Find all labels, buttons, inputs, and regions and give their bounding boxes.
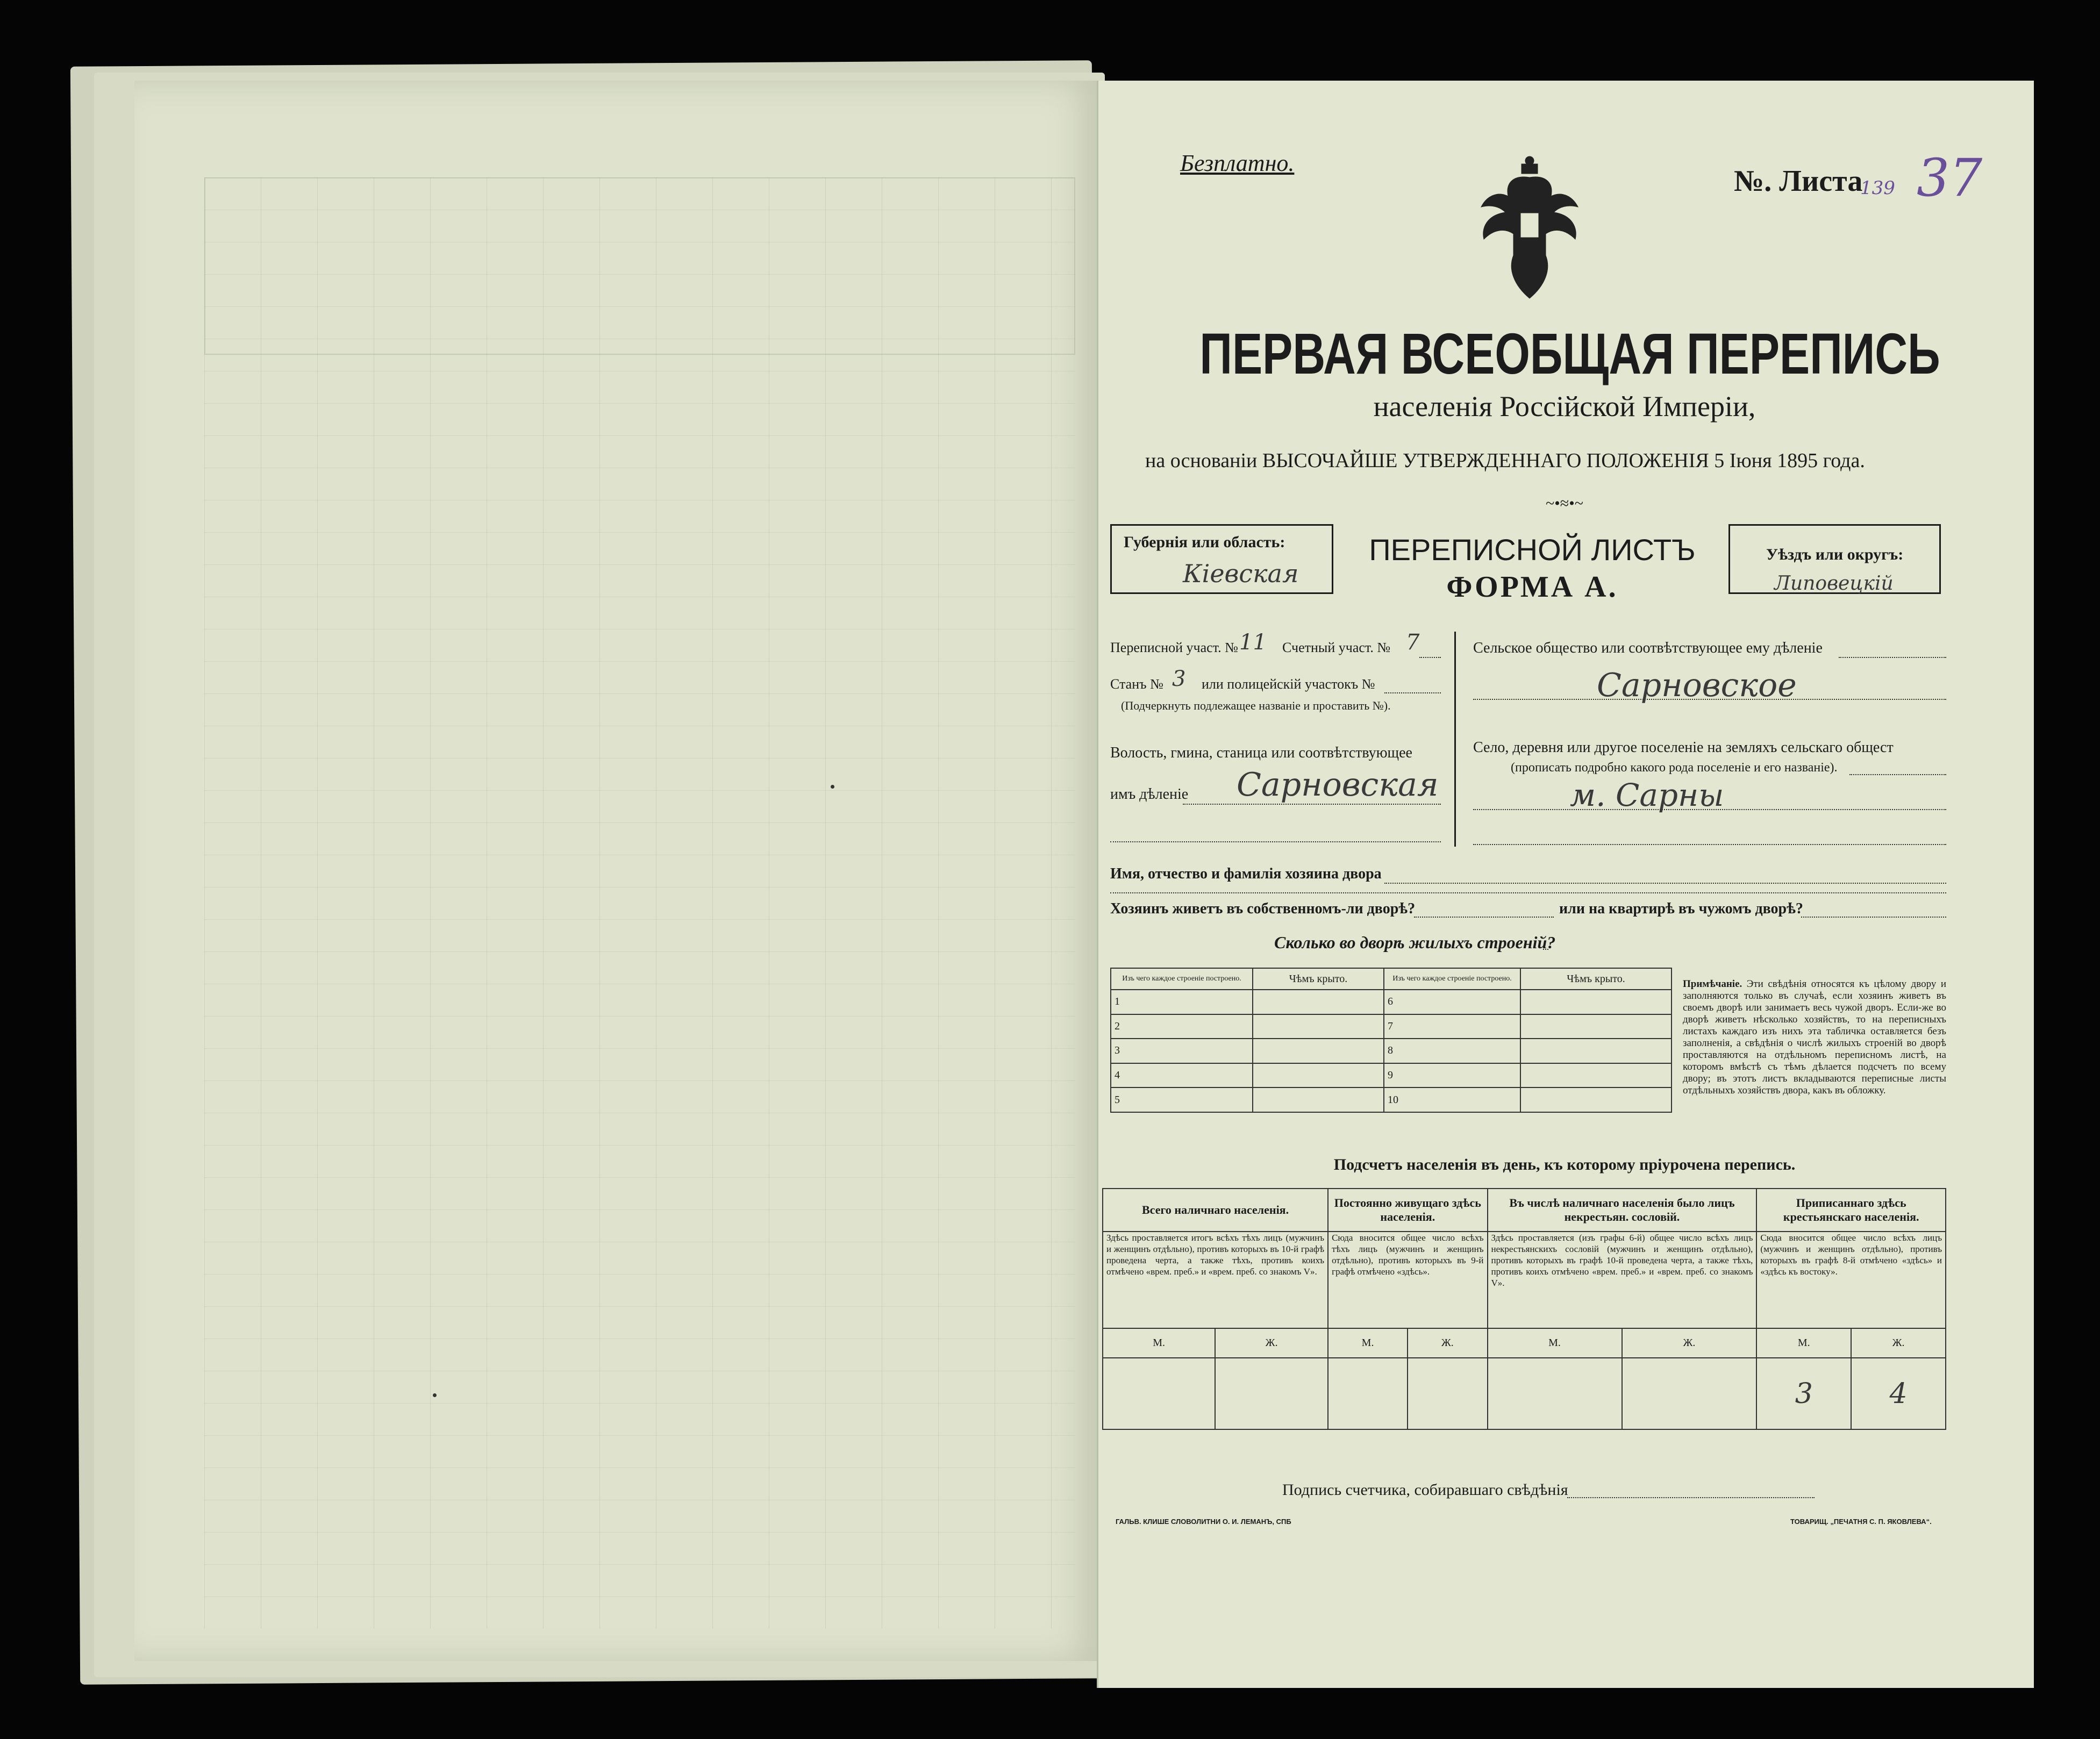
- other-yard-label: или на квартирѣ въ чужомъ дворѣ?: [1559, 900, 1803, 917]
- roof-cell: [1253, 1014, 1384, 1039]
- field-separator: [1454, 632, 1456, 847]
- col-title: Приписаннаго здѣсь крестьянскаго населенія.: [1756, 1189, 1946, 1232]
- volost-label-line2: имъ дѣленіе: [1110, 786, 1189, 803]
- blank-line: [1110, 841, 1441, 842]
- col-roof-header: Чѣмъ крыто.: [1253, 968, 1384, 990]
- village-value: м. Сарны: [1570, 777, 1724, 813]
- row-number: 6: [1384, 990, 1520, 1014]
- blank-line: [1419, 657, 1441, 658]
- col-description: Здѣсь проставляется итогъ всѣхъ тѣхъ лицъ (мужчинъ и женщинъ отдѣльно), противъ которыхъ въ 10-й графѣ проведена черта, а также тѣхъ, противъ коихъ отмѣчено «врем. преб.» и «врем. преб. со знакомъ V».: [1103, 1232, 1328, 1328]
- ornament-divider: ~•≈•~: [1546, 495, 1583, 512]
- row-number: 9: [1384, 1063, 1520, 1088]
- volost-value: Сарновская: [1237, 766, 1439, 804]
- village-note: (прописать подробно какого рода поселеніе и его названіе).: [1511, 761, 1838, 775]
- male-header: М.: [1756, 1328, 1851, 1358]
- blank-line: [1849, 774, 1946, 775]
- blank-line: [1384, 883, 1946, 884]
- col-material-header: Изъ чего каждое строеніе построено.: [1111, 968, 1253, 990]
- blank-line: [1110, 892, 1946, 893]
- uchastok-label: Переписной участ. №: [1110, 640, 1238, 655]
- society-value: Сарновское: [1597, 667, 1797, 704]
- stan-label: Станъ №: [1110, 676, 1163, 692]
- village-label: Село, деревня или другое поселеніе на земляхъ сельскаго общест: [1473, 739, 1894, 756]
- double-headed-eagle-icon: [1476, 153, 1583, 304]
- col-title: Постоянно живущаго здѣсь населенія.: [1328, 1189, 1487, 1232]
- underline-note: (Подчеркнуть подлежащее названіе и проставить №).: [1121, 699, 1391, 712]
- stamp-number: 37: [1917, 148, 1983, 208]
- signature-line: [1567, 1497, 1815, 1498]
- printer-credit-left: ГАЛЬВ. КЛИШЕ СЛОВОЛИТНИ О. И. ЛЕМАНЪ, СПБ: [1116, 1518, 1291, 1526]
- population-table: [1102, 1188, 1946, 1430]
- blank-line: [1384, 692, 1441, 693]
- stan-value: 3: [1172, 667, 1186, 691]
- blank-line: [1543, 949, 1548, 950]
- signature-label: Подпись счетчика, собиравшаго свѣдѣнія: [1282, 1481, 1568, 1499]
- form-name: ПЕРЕПИСНОЙ ЛИСТЪ: [1369, 533, 1696, 567]
- blank-line: [1473, 699, 1946, 700]
- row-number: 2: [1111, 1014, 1253, 1039]
- uezd-value: Липовецкій: [1774, 572, 1894, 595]
- owner-label: Имя, отчество и фамилія хозяина двора: [1110, 865, 1382, 882]
- free-label: Безплатно.: [1180, 150, 1295, 176]
- blank-line: [1839, 657, 1946, 658]
- left-page-show-through-grid: [204, 177, 1075, 1629]
- census-title: ПЕРВАЯ ВСЕОБЩАЯ ПЕРЕПИСЬ: [1199, 321, 1940, 386]
- own-yard-label: Хозяинъ живетъ въ собственномъ-ли дворѣ?: [1110, 900, 1416, 917]
- guberniya-label: Губернія или область:: [1124, 533, 1285, 551]
- col-description: Сюда вносится общее число всѣхъ тѣхъ лицъ (мужчинъ и женщинъ отдѣльно), противъ которыхъ въ 9-й графѣ отмѣчено «здѣсь».: [1328, 1232, 1487, 1328]
- roof-cell: [1253, 1039, 1384, 1063]
- roof-cell: [1253, 990, 1384, 1014]
- note-text: Эти свѣдѣнія относятся къ цѣлому двору и заполняются только въ случаѣ, если хозяинъ живетъ въ своемъ дворѣ или занимаетъ весь чужой дворъ. Если-же во дворѣ живетъ нѣсколько хозяйствъ, то на переписныхъ листахъ каждаго изъ нихъ эта табличка оставляется безъ заполненія, а свѣдѣнія о числѣ жилыхъ строеній во дворѣ проставляются на отдѣльномъ переписномъ листѣ, на которомъ вмѣстѣ съ тѣмъ дѣлается подсчетъ по всему двору; въ этотъ листъ вкладываются переписные листы отдѣльныхъ хозяйствъ двора, какъ въ обложку.: [1683, 978, 1947, 1096]
- resident-female-count: [1408, 1358, 1487, 1429]
- roof-cell: [1520, 1063, 1672, 1088]
- roof-cell: [1520, 1039, 1672, 1063]
- roof-cell: [1520, 1087, 1672, 1112]
- registered-female-count: 4: [1851, 1358, 1946, 1429]
- row-number: 1: [1111, 990, 1253, 1014]
- guberniya-value: Кіевская: [1183, 559, 1299, 588]
- sheet-number-value: 139: [1860, 177, 1895, 199]
- blank-line: [1183, 804, 1441, 805]
- female-header: Ж.: [1622, 1328, 1757, 1358]
- roof-cell: [1520, 1014, 1672, 1039]
- total-male-count: [1103, 1358, 1215, 1429]
- male-header: М.: [1488, 1328, 1622, 1358]
- census-basis: на основаніи ВЫСОЧАЙШЕ УТВЕРЖДЕННАГО ПОЛОЖЕНІЯ 5 Іюня 1895 года.: [1145, 449, 1865, 472]
- ink-spot: [831, 785, 834, 789]
- nonpeasant-female-count: [1622, 1358, 1757, 1429]
- col-description: Здѣсь проставляется (изъ графы 6-й) общее число всѣхъ лицъ некрестьянскихъ сословій (мужчинъ и женщинъ отдѣльно), противъ которыхъ въ графѣ 10-й проведена черта, а также тѣхъ, противъ коихъ отмѣчено «врем. преб.» и «врем. преб. со знакомъ V».: [1488, 1232, 1757, 1328]
- col-title: Въ числѣ наличнаго населенія было лицъ некрестьян. сословій.: [1488, 1189, 1757, 1232]
- population-heading: Подсчетъ населенія въ день, къ которому пріурочена перепись.: [1333, 1156, 1796, 1173]
- census-subtitle: населенія Россійской Имперіи,: [1373, 390, 1756, 423]
- registered-male-count: 3: [1756, 1358, 1851, 1429]
- police-label: или полицейскій участокъ №: [1202, 676, 1375, 692]
- nonpeasant-male-count: [1488, 1358, 1622, 1429]
- female-header: Ж.: [1851, 1328, 1946, 1358]
- col-roof-header: Чѣмъ крыто.: [1520, 968, 1672, 990]
- sheet-number-label: №. Листа: [1734, 164, 1863, 198]
- blank-line: [1473, 844, 1946, 845]
- ink-spot: [433, 1393, 437, 1397]
- uezd-label: Уѣздъ или округъ:: [1766, 546, 1904, 563]
- buildings-question: Сколько во дворѣ жилыхъ строеній?: [1274, 933, 1556, 952]
- resident-male-count: [1328, 1358, 1408, 1429]
- roof-cell: [1253, 1063, 1384, 1088]
- blank-line: [1801, 917, 1946, 918]
- col-title: Всего наличнаго населенія.: [1103, 1189, 1328, 1232]
- col-material-header: Изъ чего каждое строеніе построено.: [1384, 968, 1520, 990]
- col-description: Сюда вносится общее число всѣхъ лицъ (мужчинъ и женщинъ отдѣльно), противъ которыхъ въ графѣ 8-й отмѣчено «здѣсь» и «здѣсь къ востоку».: [1756, 1232, 1946, 1328]
- row-number: 4: [1111, 1063, 1253, 1088]
- roof-cell: [1520, 990, 1672, 1014]
- society-label: Сельское общество или соотвѣтствующее ему дѣленіе: [1473, 640, 1823, 656]
- roof-cell: [1253, 1087, 1384, 1112]
- schetny-label: Счетный участ. №: [1282, 640, 1391, 655]
- male-header: М.: [1328, 1328, 1408, 1358]
- female-header: Ж.: [1215, 1328, 1328, 1358]
- printer-credit-right: ТОВАРИЩ. „ПЕЧАТНЯ С. П. ЯКОВЛЕВА“.: [1790, 1518, 1932, 1526]
- row-number: 3: [1111, 1039, 1253, 1063]
- note-block: [1683, 978, 1946, 1097]
- note-title: Примѣчаніе.: [1683, 978, 1742, 990]
- female-header: Ж.: [1408, 1328, 1487, 1358]
- male-header: М.: [1103, 1328, 1215, 1358]
- blank-line: [1473, 809, 1946, 810]
- row-number: 10: [1384, 1087, 1520, 1112]
- blank-line: [1414, 917, 1554, 918]
- volost-label: Волость, гмина, станица или соотвѣтствующее: [1110, 745, 1412, 761]
- buildings-table: [1110, 968, 1672, 1113]
- total-female-count: [1215, 1358, 1328, 1429]
- row-number: 5: [1111, 1087, 1253, 1112]
- schetny-value: 7: [1406, 630, 1420, 655]
- uchastok-value: 11: [1239, 630, 1267, 655]
- form-type: ФОРМА А.: [1446, 570, 1618, 604]
- left-page-show-through-header: [204, 177, 1075, 355]
- row-number: 8: [1384, 1039, 1520, 1063]
- row-number: 7: [1384, 1014, 1520, 1039]
